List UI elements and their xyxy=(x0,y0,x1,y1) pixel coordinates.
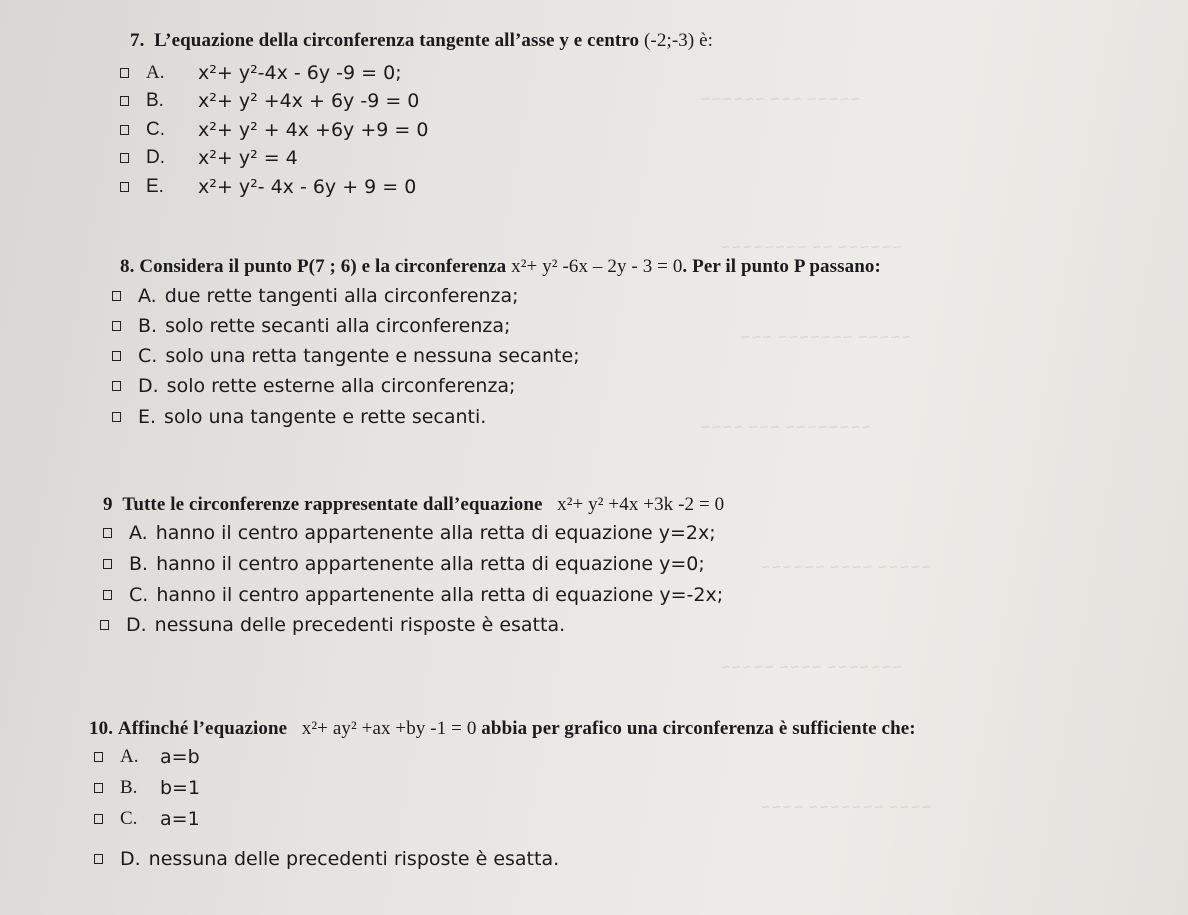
checkbox[interactable] xyxy=(120,96,129,106)
checkbox[interactable] xyxy=(120,125,129,135)
checkbox[interactable] xyxy=(120,153,129,163)
question-7-option-a[interactable]: A. x²+ y²-4x - 6y -9 = 0; xyxy=(120,62,402,84)
question-9-option-a[interactable]: A. hanno il centro appartenente alla retta di equazione y=2x; xyxy=(103,522,716,544)
show-through-text: ~~~~~ ~~~~~~~ ~~~ xyxy=(740,330,912,345)
question-8-option-a[interactable]: A. due rette tangenti alla circonferenza; xyxy=(112,285,519,307)
question-8-title: 8. Considera il punto P(7 ; 6) e la circonferenza x²+ y² -6x – 2y - 3 = 0. Per il punto P passano: xyxy=(120,256,881,277)
question-10-option-b[interactable]: B. b=1 xyxy=(94,777,200,799)
show-through-text: ~~~~ ~~~~~~~ ~~~~ xyxy=(760,800,932,815)
checkbox[interactable] xyxy=(94,752,103,762)
checkbox[interactable] xyxy=(103,590,112,600)
question-7-option-b[interactable]: B. x²+ y² +4x + 6y -9 = 0 xyxy=(120,90,419,112)
question-7-option-d[interactable]: D. x²+ y² = 4 xyxy=(120,147,298,169)
question-10-option-a[interactable]: A. a=b xyxy=(94,746,200,768)
checkbox[interactable] xyxy=(112,381,121,391)
checkbox[interactable] xyxy=(112,412,121,422)
checkbox[interactable] xyxy=(103,528,112,538)
question-10-option-d[interactable]: D. nessuna delle precedenti risposte è esatta. xyxy=(94,848,559,870)
checkbox[interactable] xyxy=(112,291,121,301)
question-9-option-c[interactable]: C. hanno il centro appartenente alla retta di equazione y=-2x; xyxy=(103,584,723,606)
checkbox[interactable] xyxy=(94,814,103,824)
question-9-option-b[interactable]: B. hanno il centro appartenente alla retta di equazione y=0; xyxy=(103,553,705,575)
checkbox[interactable] xyxy=(103,559,112,569)
show-through-text: ~~~~~~~ ~~~~ ~~~~~ xyxy=(720,660,903,675)
checkbox[interactable] xyxy=(94,854,103,864)
question-7-option-e[interactable]: E. x²+ y²- 4x - 6y + 9 = 0 xyxy=(120,176,416,198)
question-9-title: 9 Tutte le circonferenze rappresentate dall’equazione x²+ y² +4x +3k -2 = 0 xyxy=(103,494,725,515)
question-8-option-e[interactable]: E. solo una tangente e rette secanti. xyxy=(112,406,486,428)
checkbox[interactable] xyxy=(94,783,103,793)
show-through-text: ~~~~~~~~ ~~~ ~~~~ xyxy=(700,420,872,435)
show-through-text: ~~~~~ ~~~~ ~~~~~~ xyxy=(760,560,932,575)
question-8-option-b[interactable]: B. solo rette secanti alla circonferenza; xyxy=(112,315,510,337)
checkbox[interactable] xyxy=(112,321,121,331)
question-8-option-c[interactable]: C. solo una retta tangente e nessuna secante; xyxy=(112,345,580,367)
question-8-option-d[interactable]: D. solo rette esterne alla circonferenza; xyxy=(112,375,515,397)
show-through-text: ~~~~~ ~~~ ~~~~~~ xyxy=(700,92,861,107)
show-through-text: ~~~~~~ ~~ ~~~~~~~~ xyxy=(720,240,903,255)
question-7-title: 7. L’equazione della circonferenza tangente all’asse y e centro (-2;-3) è: xyxy=(130,30,714,51)
question-10-option-c[interactable]: C. a=1 xyxy=(94,808,200,830)
checkbox[interactable] xyxy=(100,620,109,630)
question-7-option-c[interactable]: C. x²+ y² + 4x +6y +9 = 0 xyxy=(120,119,428,141)
question-9-option-d[interactable]: D. nessuna delle precedenti risposte è esatta. xyxy=(100,614,565,636)
checkbox[interactable] xyxy=(120,68,129,78)
question-10-title: 10. Affinché l’equazione x²+ ay² +ax +by -1 = 0 abbia per grafico una circonferenza è sufficiente che: xyxy=(89,718,916,739)
checkbox[interactable] xyxy=(120,182,129,192)
checkbox[interactable] xyxy=(112,351,121,361)
